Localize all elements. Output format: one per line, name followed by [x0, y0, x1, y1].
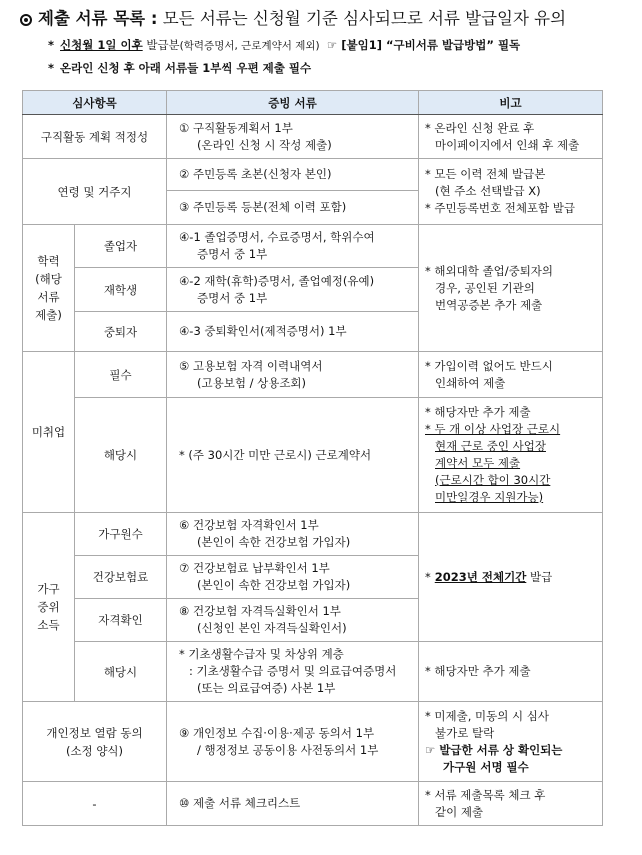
row-subitem: 중퇴자 [75, 312, 167, 352]
document-table [22, 90, 603, 826]
row-documents: ④-1 졸업증명서, 수료증명서, 학위수여 증명서 중 1부 [167, 225, 419, 268]
row-remarks: * 해외대학 졸업/중퇴자의 경우, 공인된 기관의 번역공증본 추가 제출 [419, 225, 603, 352]
header-item: 심사항목 [23, 91, 167, 115]
note-1-date: 신청월 1일 이후 [60, 38, 143, 52]
note-1: * 신청월 1일 이후 발급분(학력증명서, 근로계약서 제외) ☞ [붙임1] “구비서류 발급방법” 필독 [48, 38, 521, 52]
header-remarks: 비고 [419, 91, 603, 115]
row-item: 연령 및 거주지 [23, 159, 167, 225]
table-row [23, 513, 603, 556]
row-subitem: 졸업자 [75, 225, 167, 268]
row-documents: ⑧ 건강보험 자격득실확인서 1부 (신청인 본인 자격득실확인서) [167, 599, 419, 642]
row-subitem: 자격확인 [75, 599, 167, 642]
row-subitem: 해당시 [75, 398, 167, 513]
row-subitem: 해당시 [75, 642, 167, 702]
row-subitem: 가구원수 [75, 513, 167, 556]
row-subitem: 재학생 [75, 268, 167, 312]
row-documents: ② 주민등록 초본(신청자 본인) [167, 159, 419, 191]
row-remarks: * 2023년 전체기간 발급 [419, 513, 603, 642]
table-row [23, 782, 603, 826]
heading-description: 모든 서류는 신청월 기준 심사되므로 서류 발급일자 유의 [162, 9, 567, 28]
table-row [23, 115, 603, 159]
row-remarks: * 해당자만 추가 제출 [419, 642, 603, 702]
table-row [23, 642, 603, 702]
row-documents: ⑥ 건강보험 자격확인서 1부 (본인이 속한 건강보험 가입자) [167, 513, 419, 556]
table-row [23, 702, 603, 782]
note-2: * 온라인 신청 후 아래 서류들 1부씩 우편 제출 필수 [48, 61, 312, 75]
row-item: - [23, 782, 167, 826]
table-row [23, 352, 603, 398]
heading-title: 제출 서류 목록 : [38, 9, 158, 28]
row-remarks: * 온라인 신청 완료 후 마이페이지에서 인쇄 후 제출 [419, 115, 603, 159]
row-documents: ① 구직활동계획서 1부 (온라인 신청 시 작성 제출) [167, 115, 419, 159]
row-documents: ③ 주민등록 등본(전체 이력 포함) [167, 191, 419, 225]
section-heading [20, 8, 566, 30]
row-item: 개인정보 열람 동의 (소정 양식) [23, 702, 167, 782]
row-documents: ④-2 재학(휴학)증명서, 졸업예정(유예) 증명서 중 1부 [167, 268, 419, 312]
row-documents: * (주 30시간 미만 근로시) 근로계약서 [167, 398, 419, 513]
row-subitem: 필수 [75, 352, 167, 398]
row-documents: ⑨ 개인정보 수집·이용·제공 동의서 1부 / 행정정보 공동이용 사전동의서 1부 [167, 702, 419, 782]
row-remarks: * 가입이력 없어도 반드시 인쇄하여 제출 [419, 352, 603, 398]
row-documents: ⑦ 건강보험료 납부확인서 1부 (본인이 속한 건강보험 가입자) [167, 556, 419, 599]
row-item: 구직활동 계획 적정성 [23, 115, 167, 159]
note-1-reference: ☞ [붙임1] “구비서류 발급방법” 필독 [326, 38, 521, 52]
row-documents: * 기초생활수급자 및 차상위 계층 : 기초생활수급 증명서 및 의료급여증명서 (또는 의료급여증) 사본 1부 [167, 642, 419, 702]
table-row [23, 159, 603, 191]
row-remarks: * 미제출, 미동의 시 심사 불가로 탈락 ☞ 발급한 서류 상 확인되는 가구원 서명 필수 [419, 702, 603, 782]
group-income: 가구 중위 소득 [23, 513, 75, 702]
group-education: 학력 (해당 서류 제출) [23, 225, 75, 352]
circle-bullet-icon [20, 14, 32, 26]
row-documents: ⑩ 제출 서류 체크리스트 [167, 782, 419, 826]
row-remarks: * 해당자만 추가 제출 * 두 개 이상 사업장 근로시 현재 근로 중인 사업장 계약서 모두 제출 (근로시간 합이 30시간 미만일경우 지원가능) [419, 398, 603, 513]
row-remarks: * 모든 이력 전체 발급본 (현 주소 선택발급 X) * 주민등록번호 전체포함 발급 [419, 159, 603, 225]
table-row [23, 398, 603, 513]
row-documents: ④-3 중퇴확인서(제적증명서) 1부 [167, 312, 419, 352]
row-documents: ⑤ 고용보험 자격 이력내역서 (고용보험 / 상용조회) [167, 352, 419, 398]
table-header-row [23, 91, 603, 115]
table-row [23, 225, 603, 268]
row-subitem: 건강보험료 [75, 556, 167, 599]
header-documents: 증빙 서류 [167, 91, 419, 115]
group-unemployed: 미취업 [23, 352, 75, 513]
row-remarks: * 서류 제출목록 체크 후 같이 제출 [419, 782, 603, 826]
